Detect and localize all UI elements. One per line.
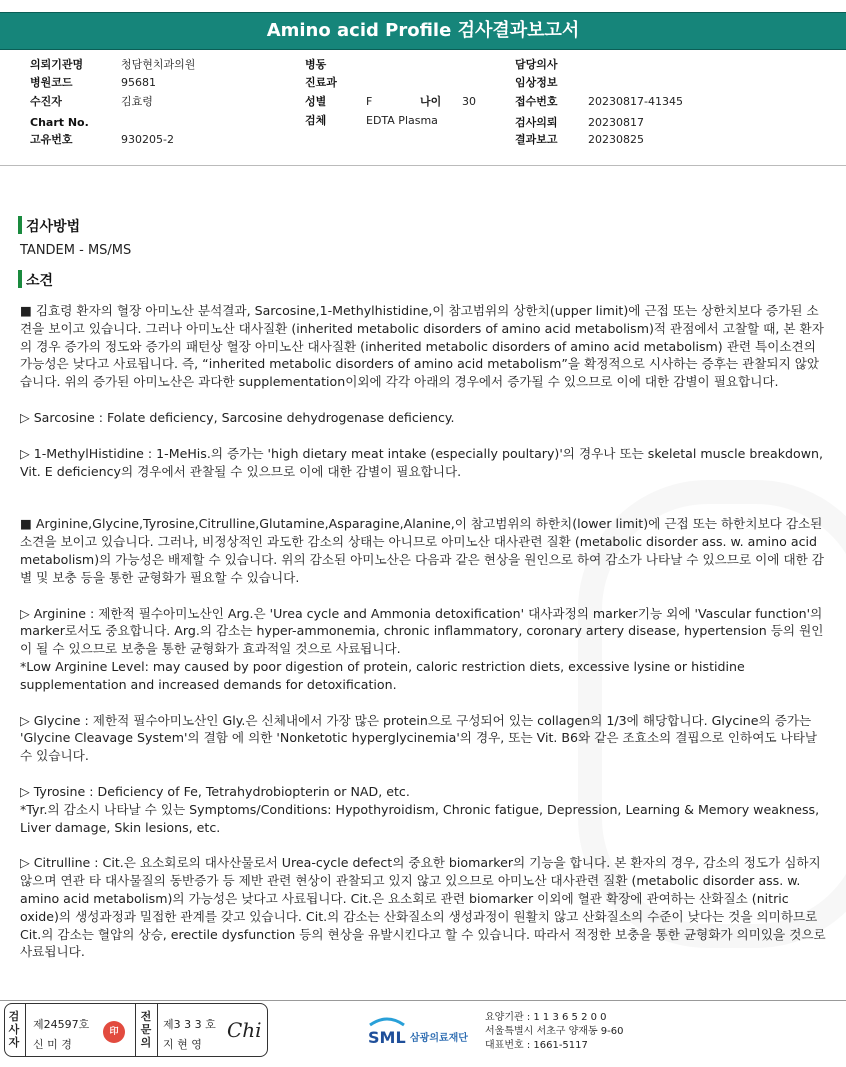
request-label: 검사의뢰: [515, 116, 558, 129]
method-heading: [18, 216, 80, 236]
unique-label: 고유번호: [30, 133, 73, 146]
chart-label: Chart No.: [30, 116, 89, 129]
divider: [157, 1004, 158, 1056]
age-value: 30: [462, 95, 476, 108]
specialist-name: 지 현 영: [163, 1038, 202, 1051]
section-marker: [18, 216, 22, 234]
institution-value: 청담현치과의원: [121, 58, 196, 71]
address-block: [485, 1011, 624, 1053]
request-value: 20230817: [588, 116, 644, 129]
inspector-name: 신 미 경: [33, 1038, 72, 1051]
signature-box: [4, 1003, 268, 1057]
inspector-license: 제24597호: [33, 1018, 90, 1031]
findings-body: [20, 302, 830, 961]
paragraph: ■ Arginine,Glycine,Tyrosine,Citrulline,Glutamine,Asparagine,Alanine,이 참고범위의 하한치(lower limit)에 근접 또는 하한치보다 감소된 소견을 보이고 있습니다. 그러나, 비정상적인 과도한 감소의 상태는 아니므로 아미노산 대사관련 질환 (metabolic disorder ass. w. amino acid metabolism)의 가능성은 배제할 수 있습니다. 위의 감소된 아미노산은 다음과 같은 현상을 원인으로 하여 감소가 나타날 수 있으므로 이에 대한 감별 및 보충 등을 통한 균형화가 필요할 수 있습니다.: [20, 516, 824, 585]
sex-value: F: [366, 95, 373, 108]
report-date-label: 결과보고: [515, 133, 558, 146]
unique-value: 930205-2: [121, 133, 174, 146]
divider: [25, 1004, 26, 1056]
doctor-label: 담당의사: [515, 58, 558, 71]
divider: [135, 1004, 136, 1056]
patient-label: 수진자: [30, 95, 62, 108]
clinical-label: 임상정보: [515, 76, 558, 89]
paragraph: ▷ Sarcosine : Folate deficiency, Sarcosine dehydrogenase deficiency.: [20, 409, 455, 425]
hospital-code-label: 병원코드: [30, 76, 73, 89]
logo-text: SML: [368, 1028, 406, 1047]
sml-logo-icon: [366, 1015, 408, 1049]
paragraph: *Tyr.의 감소시 나타날 수 있는 Symptoms/Conditions: Hypothyroidism, Chronic fatigue, Depression, Learning & Memory weakness, Liver damage, Skin lesions, etc.: [20, 801, 820, 835]
method-value: TANDEM - MS/MS: [20, 243, 132, 258]
paragraph: ■ 김효령 환자의 혈장 아미노산 분석결과, Sarcosine,1-Methylhistidine,이 참고범위의 상한치(upper limit)에 근접 또는 상한치보다 증가된 소견을 보이고 있습니다. 그러나 아미노산 대사질환 (inherited metabolic disorders of amino acid metabolism)적 관점에서 고찰할 때, 본 환자의 경우 증가의 정도와 증가의 패턴상 혈장 아미노산 대사질환 (inherited metabolic disorders of amino acid metabolism) 관련 특이소견의 가능성은 낮다고 사료됩니다. 즉, “inherited metabolic disorders of amino acid metabolism”을 확정적으로 시사하는 증후는 관찰되지 않았습니다. 위의 증가된 아미노산은 과다한 supplementation이외에 각각 아래의 경우에서 증가될 수 있으므로 이에 대한 감별이 필요합니다.: [20, 303, 824, 390]
paragraph: ▷ Glycine : 제한적 필수아미노산인 Gly.은 신체내에서 가장 많은 protein으로 구성되어 있는 collagen의 1/3에 해당합니다. Glycine의 증가는 'Glycine Cleavage System'의 결함 에 의한 'Nonketotic hyperglycinemia'의 경우, 또는 Vit. B6와 같은 조효소의 결핍으로 인하여도 나타날 수 있습니다.: [20, 712, 818, 764]
ward-label: 병동: [305, 58, 327, 71]
dept-label: 진료과: [305, 76, 337, 89]
hospital-code-value: 95681: [121, 76, 156, 89]
paragraph: ▷ Arginine : 제한적 필수아미노산인 Arg.은 'Urea cycle and Ammonia detoxification' 대사과정의 marker기능 외에 'Vascular function'의 marker로서도 중요합니다. Arg.의 감소는 hyper-ammonemia, chronic inflammatory, coronary artery disease, hypertension 등의 원인이 될 수 있으므로 보충을 통한 균형화가 효과적일 것으로 사료됩니다.: [20, 605, 824, 657]
patient-value: 김효령: [121, 95, 153, 108]
divider: [0, 165, 846, 166]
paragraph: ▷ Citrulline : Cit.은 요소회로의 대사산물로서 Urea-cycle defect의 중요한 biomarker의 기능을 합니다. 본 환자의 경우, 감소의 정도가 심하지 않으며 연관 타 대사물질의 동반증가 등 제반 관련 현상이 관찰되고 있지 않고 있으므로 아미노산 대사관련 질환 (metabolic disorder ass. w. amino acid metabolism)의 가능성은 낮다고 사료됩니다. Cit.은 요소회로 관련 biomarker 이외에 혈관 확장에 관여하는 산화질소 (nitric oxide)의 생성과정과 밀접한 관계를 갖고 있습니다. Cit.의 감소는 산화질소의 생성과정이 원활치 않고 산화질소의 수준이 낮다는 것을 의미하므로 Cit.의 감소는 혈압의 상승, erectile dysfunction 등의 현상을 유발시킨다고 할 수 있습니다. 따라서 적정한 보충을 통한 균형화가 의미있을 것으로 사료됩니다.: [20, 855, 826, 960]
specimen-label: 검체: [305, 114, 327, 127]
seal-stamp: 印: [103, 1021, 125, 1043]
specialist-license: 제3 3 3 호: [163, 1018, 216, 1031]
company-name: 삼광의료재단: [410, 1033, 468, 1044]
footer: [0, 1000, 846, 1067]
report-date-value: 20230825: [588, 133, 644, 146]
report-title: Amino acid Profile 검사결과보고서: [0, 12, 846, 50]
institution-label: 의뢰기관명: [30, 58, 84, 71]
receipt-value: 20230817-41345: [588, 95, 683, 108]
sex-label: 성별: [305, 95, 327, 108]
specimen-value: EDTA Plasma: [366, 114, 438, 127]
age-label: 나이: [420, 95, 442, 108]
section-marker: [18, 270, 22, 288]
paragraph: ▷ 1-MethylHistidine : 1-MeHis.의 증가는 'high dietary meat intake (especially poultary)'의 경우나 또는 skeletal muscle breakdown, Vit. E deficiency의 경우에서 관찰될 수 있으므로 이에 대한 감별이 필요합니다.: [20, 445, 823, 479]
paragraph: ▷ Tyrosine : Deficiency of Fe, Tetrahydrobiopterin or NAD, etc.: [20, 783, 410, 799]
address: 서울특별시 서초구 양재동 9-60: [485, 1026, 624, 1037]
phone: 대표번호 : 1661-5117: [485, 1040, 588, 1051]
signature: Chi: [227, 1018, 262, 1042]
specialist-label: 전문의: [140, 1010, 152, 1049]
paragraph: *Low Arginine Level: may caused by poor digestion of protein, caloric restriction diets, excessive lysine or histidine supplementation and increased demands for detoxification.: [20, 658, 745, 692]
agency-number: 요양기관 : 1 1 3 6 5 2 0 0: [485, 1012, 607, 1023]
findings-heading: [18, 270, 53, 290]
findings-heading-text: 소견: [26, 273, 54, 289]
inspector-label: 검사자: [8, 1010, 20, 1049]
method-heading-text: 검사방법: [26, 219, 81, 235]
receipt-label: 접수번호: [515, 95, 558, 108]
